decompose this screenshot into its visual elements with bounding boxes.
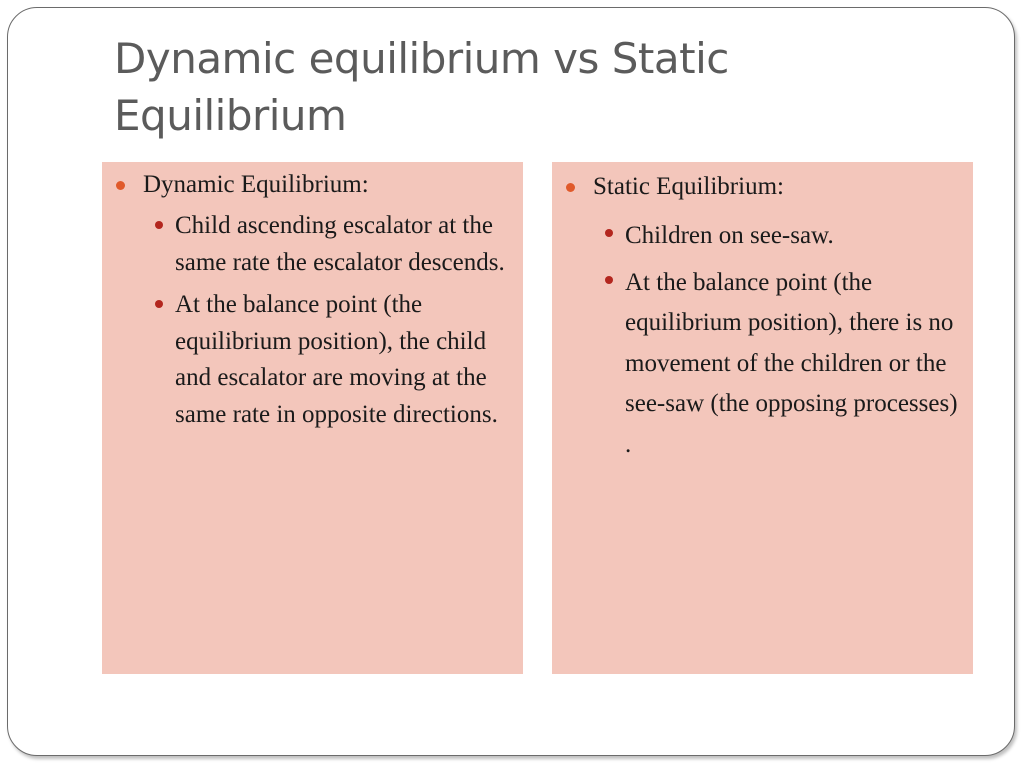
dynamic-equilibrium-heading: Dynamic Equilibrium: xyxy=(143,171,369,198)
bullet-icon xyxy=(566,183,575,192)
dynamic-point-text: At the balance point (the equilibrium position), the child and escalator are moving at the same rate in opposite directions. xyxy=(175,291,498,428)
sub-bullet-icon xyxy=(605,229,613,237)
sub-bullet-icon xyxy=(605,276,613,284)
list-item xyxy=(625,263,965,466)
static-equilibrium-heading: Static Equilibrium: xyxy=(593,173,784,200)
static-point-text: At the balance point (the equilibrium position), there is no movement of the children or the see-saw (the opposing processes) . xyxy=(625,268,958,458)
list-item xyxy=(175,287,510,433)
list-item xyxy=(175,208,510,281)
dynamic-equilibrium-points xyxy=(175,208,510,439)
bullet-icon xyxy=(116,181,125,190)
slide-title: Dynamic equilibrium vs Static Equilibrium xyxy=(114,34,729,140)
static-equilibrium-points xyxy=(625,216,965,471)
dynamic-point-text: Child ascending escalator at the same rate the escalator descends. xyxy=(175,212,505,276)
list-item xyxy=(625,216,965,257)
sub-bullet-icon xyxy=(155,300,163,308)
sub-bullet-icon xyxy=(155,221,163,229)
static-equilibrium-heading-item xyxy=(593,172,963,202)
dynamic-equilibrium-heading-item xyxy=(143,170,513,200)
static-point-text: Children on see-saw. xyxy=(625,222,834,249)
